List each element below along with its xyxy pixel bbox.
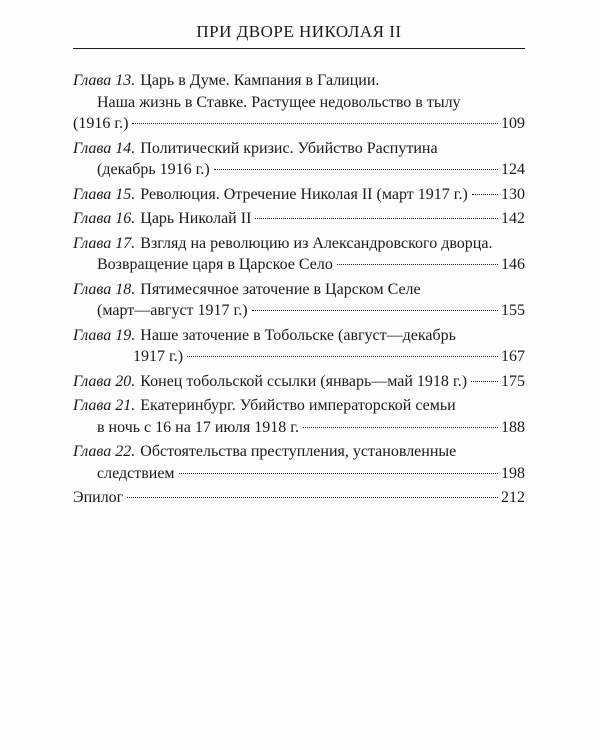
toc-line [73, 159, 525, 181]
chapter-title-text: Царь в Думе. Кампания в Галиции. [140, 72, 380, 89]
page-number: 142 [501, 210, 525, 227]
page-number: 167 [501, 348, 525, 365]
dot-leader [127, 497, 498, 498]
chapter-label: Глава 20. [73, 372, 136, 390]
toc-line [73, 300, 525, 322]
toc-entry-chapter-22[interactable] [73, 441, 525, 484]
chapter-title-text: Взгляд на революцию из Александровского дворца. [140, 234, 493, 252]
toc-line [73, 113, 525, 135]
dot-leader [132, 123, 498, 124]
chapter-title-text: Наше заточение в Тобольске (август—декабрь [140, 326, 456, 344]
chapter-label: Глава 17. [73, 234, 136, 252]
toc-entry-chapter-21[interactable] [73, 395, 525, 438]
toc-entry-chapter-19[interactable] [73, 325, 525, 368]
toc-entry-chapter-14[interactable] [73, 138, 525, 181]
toc-line [73, 92, 525, 114]
dot-leader [187, 356, 498, 357]
chapter-label: Глава 14. [73, 139, 136, 157]
toc-line [73, 254, 525, 276]
page-number: 124 [501, 161, 525, 178]
chapter-title-text: в ночь с 16 на 17 июля 1918 г. [97, 418, 300, 436]
toc-entry-chapter-20[interactable] [73, 371, 525, 393]
page-number: 175 [501, 372, 525, 390]
toc-entry-chapter-15[interactable] [73, 184, 525, 206]
chapter-title-text: Пятимесячное заточение в Царском Селе [140, 280, 421, 298]
chapter-title-text: следствием [97, 464, 175, 482]
toc-line [73, 441, 525, 463]
chapter-title-text: (март—август 1917 г.) [97, 302, 248, 319]
chapter-label: Глава 18. [73, 280, 136, 298]
toc-entry-chapter-13[interactable] [73, 70, 525, 135]
dot-leader [179, 473, 498, 474]
page-number: 198 [501, 464, 525, 482]
toc-line [73, 395, 525, 417]
chapter-label: Глава 19. [73, 326, 136, 344]
dot-leader [303, 427, 498, 428]
chapter-label: Глава 15. [73, 185, 136, 203]
chapter-title-text: Эпилог [73, 489, 124, 506]
chapter-title-text: Политический кризис. Убийство Распутина [140, 139, 438, 157]
toc-entry-chapter-18[interactable] [73, 279, 525, 322]
toc-entry-epilogue[interactable] [73, 487, 525, 509]
chapter-title-text: Екатеринбург. Убийство императорской семьи [140, 397, 456, 414]
chapter-label: Глава 21. [73, 397, 136, 414]
chapter-title-text: Обстоятельства преступления, установленные [140, 443, 457, 460]
toc-line [73, 208, 525, 230]
toc-line [73, 371, 525, 393]
toc-line [73, 70, 525, 92]
toc-line [73, 417, 525, 439]
chapter-title-text: 1917 г.) [133, 348, 184, 365]
page-number: 130 [501, 185, 525, 203]
table-of-contents [73, 70, 525, 512]
chapter-title-text: (1916 г.) [73, 115, 129, 132]
page-number: 155 [501, 302, 525, 319]
page-number: 146 [501, 256, 525, 273]
header-rule [73, 48, 525, 49]
chapter-title-text: (декабрь 1916 г.) [97, 161, 210, 178]
toc-line [73, 138, 525, 160]
chapter-title-text: Революция. Отречение Николая II (март 1917 г.) [140, 185, 468, 203]
dot-leader [214, 169, 498, 170]
chapter-title-text: Конец тобольской ссылки (январь—май 1918 г.) [140, 372, 468, 390]
dot-leader [255, 218, 498, 219]
chapter-label: Глава 13. [73, 72, 136, 89]
chapter-label: Глава 16. [73, 210, 136, 227]
page-number: 188 [501, 418, 525, 436]
chapter-label: Глава 22. [73, 443, 136, 460]
toc-line [73, 487, 525, 509]
toc-line [73, 184, 525, 206]
dot-leader [472, 194, 498, 195]
running-title: ПРИ ДВОРЕ НИКОЛАЯ II [196, 22, 402, 41]
toc-entry-chapter-16[interactable] [73, 208, 525, 230]
page-number: 109 [501, 115, 525, 132]
dot-leader [471, 381, 498, 382]
page-number: 212 [501, 489, 525, 506]
dot-leader [337, 264, 498, 265]
toc-line [73, 463, 525, 485]
chapter-title-text: Возвращение царя в Царское Село [97, 256, 333, 273]
toc-line [73, 233, 525, 255]
toc-line [73, 325, 525, 347]
toc-line [73, 346, 525, 368]
chapter-title-text: Царь Николай II [140, 210, 252, 227]
dot-leader [252, 310, 498, 311]
toc-line [73, 279, 525, 301]
toc-entry-chapter-17[interactable] [73, 233, 525, 276]
chapter-title-text: Наша жизнь в Ставке. Растущее недовольство в тылу [97, 93, 461, 111]
